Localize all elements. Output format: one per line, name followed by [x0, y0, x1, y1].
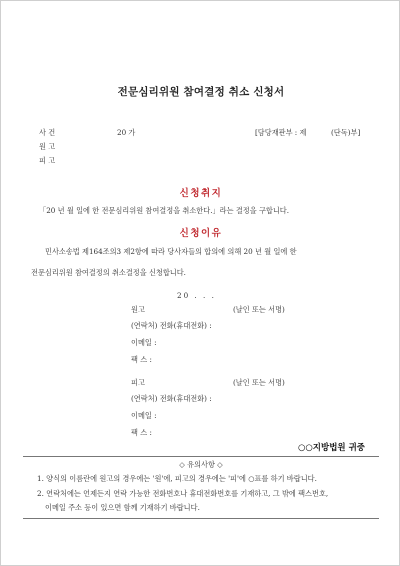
purpose-heading: 신청취지: [179, 188, 223, 199]
date-line: 20 . . .: [177, 291, 216, 300]
defendant-email-label: 이메일 :: [131, 411, 157, 420]
notice-item-2-cont: 이메일 주소 등이 있으면 함께 기재하기 바랍니다.: [45, 503, 200, 512]
plaintiff-name-label: 원고: [131, 305, 145, 314]
plaintiff-email-label: 이메일 :: [131, 338, 157, 347]
case-number: 20 가: [117, 128, 136, 137]
plaintiff-phone-label: (연락처) 전화(휴대전화) :: [131, 321, 212, 330]
notice-top-divider: [23, 456, 379, 457]
reason-heading: 신청이유: [179, 228, 223, 239]
reason-line-2: 전문심리위원 참여결정의 취소결정을 신청합니다.: [31, 268, 186, 277]
document-title: 전문심리위원 참여결정 취소 신청서: [117, 86, 285, 98]
reason-line-1: 민사소송법 제164조의3 제2항에 따라 당사자들의 합의에 의해 20 년 월 일에 한: [45, 247, 297, 256]
plaintiff-seal-note: (날인 또는 서명): [233, 305, 285, 314]
notice-title: ◇ 유의사항 ◇: [179, 460, 223, 469]
plaintiff-label: 원 고: [39, 142, 56, 151]
judge-panel-label: [담당재판부 : 제: [255, 128, 307, 137]
judge-panel-suffix: (단독)부]: [331, 128, 361, 137]
notice-item-2: 2. 연락처에는 언제든지 연락 가능한 전화번호나 휴대전화번호를 기재하고, 그 밖에 팩스번호,: [37, 489, 329, 498]
notice-item-1: 1. 양식의 이름란에 원고의 경우에는 '원'에, 피고의 경우에는 '피'에 ○표를 하기 바랍니다.: [37, 474, 317, 483]
purpose-text: 「20 년 월 일에 한 전문심리위원 참여결정을 취소한다.」라는 결정을 구합니다.: [39, 206, 290, 215]
defendant-label: 피 고: [39, 156, 56, 165]
case-label: 사 건: [39, 128, 56, 137]
defendant-fax-label: 팩 스 :: [131, 428, 152, 437]
notice-bottom-divider: [23, 518, 379, 519]
defendant-seal-note: (날인 또는 서명): [233, 378, 285, 387]
court-name: ○○지방법원 귀중: [297, 443, 365, 453]
plaintiff-fax-label: 팩 스 :: [131, 355, 152, 364]
defendant-name-label: 피고: [131, 378, 145, 387]
defendant-phone-label: (연락처) 전화(휴대전화) :: [131, 394, 212, 403]
